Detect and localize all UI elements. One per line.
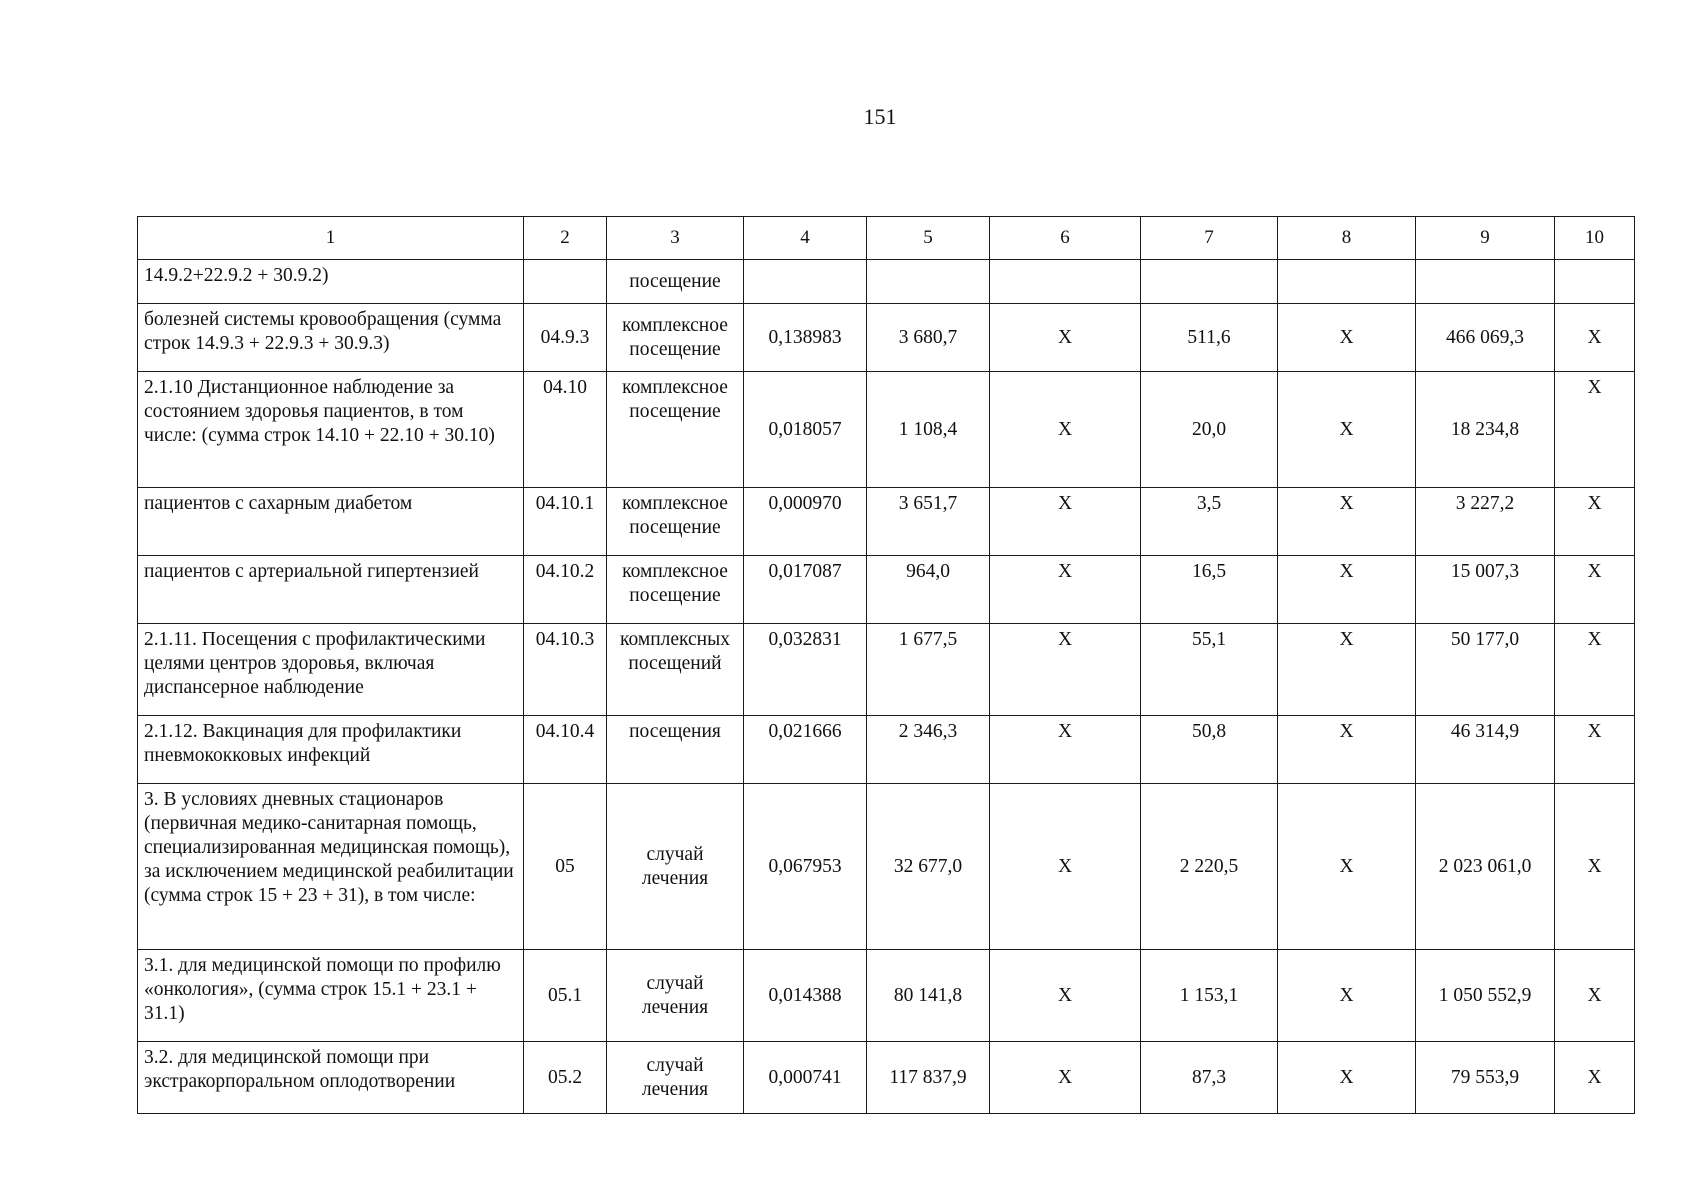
row-code: 04.10.4 [524,716,607,784]
cell-col7: 87,3 [1141,1042,1278,1114]
cell-col8: X [1278,624,1416,716]
cell-col10 [1555,260,1635,304]
cell-col4: 0,021666 [744,716,867,784]
table-row [138,784,1635,950]
table-row [138,1042,1635,1114]
header-row [138,217,1635,260]
cell-col10: X [1555,372,1635,488]
table-row [138,260,1635,304]
cell-col5: 80 141,8 [867,950,990,1042]
cell-col8: X [1278,950,1416,1042]
row-unit: посещения [607,716,744,784]
cell-col8: X [1278,488,1416,556]
cell-col6: X [990,624,1141,716]
row-code: 05 [524,784,607,950]
cell-col5: 3 651,7 [867,488,990,556]
cell-col7: 55,1 [1141,624,1278,716]
cell-col4 [744,260,867,304]
row-name: 2.1.10 Дистанционное наблюдение за состоянием здоровья пациентов, в том числе: (сумма строк 14.10 + 22.10 + 30.10) [138,372,524,488]
header-cell: 4 [744,217,867,260]
table-row [138,372,1635,488]
table-row [138,716,1635,784]
cell-col5: 964,0 [867,556,990,624]
cell-col6: X [990,784,1141,950]
row-unit: случай лечения [607,950,744,1042]
cell-col6: X [990,372,1141,488]
cell-col4: 0,000970 [744,488,867,556]
cell-col10: X [1555,1042,1635,1114]
cell-col4: 0,014388 [744,950,867,1042]
cell-col4: 0,032831 [744,624,867,716]
row-name: болезней системы кровообращения (сумма строк 14.9.3 + 22.9.3 + 30.9.3) [138,304,524,372]
cell-col6: X [990,304,1141,372]
row-unit: случай лечения [607,1042,744,1114]
row-code: 04.9.3 [524,304,607,372]
cell-col7: 20,0 [1141,372,1278,488]
row-unit: посещение [607,260,744,304]
cell-col4: 0,017087 [744,556,867,624]
cell-col4: 0,018057 [744,372,867,488]
header-cell: 8 [1278,217,1416,260]
cell-col7 [1141,260,1278,304]
cell-col9: 466 069,3 [1416,304,1555,372]
cell-col5: 2 346,3 [867,716,990,784]
cell-col5: 1 108,4 [867,372,990,488]
header-cell: 3 [607,217,744,260]
row-code: 05.2 [524,1042,607,1114]
cell-col8 [1278,260,1416,304]
cell-col6 [990,260,1141,304]
cell-col9: 18 234,8 [1416,372,1555,488]
table-row [138,488,1635,556]
cell-col9 [1416,260,1555,304]
header-cell: 2 [524,217,607,260]
cell-col5: 1 677,5 [867,624,990,716]
row-name: пациентов с артериальной гипертензией [138,556,524,624]
header-cell: 6 [990,217,1141,260]
header-cell: 7 [1141,217,1278,260]
cell-col9: 50 177,0 [1416,624,1555,716]
cell-col10: X [1555,784,1635,950]
cell-col4: 0,067953 [744,784,867,950]
cell-col8: X [1278,716,1416,784]
cell-col9: 79 553,9 [1416,1042,1555,1114]
cell-col7: 511,6 [1141,304,1278,372]
table-row [138,624,1635,716]
row-unit: комплексных посещений [607,624,744,716]
data-table [137,216,1635,1114]
cell-col6: X [990,716,1141,784]
row-code: 04.10.1 [524,488,607,556]
cell-col5: 32 677,0 [867,784,990,950]
cell-col6: X [990,488,1141,556]
row-code: 05.1 [524,950,607,1042]
row-name: 2.1.12. Вакцинация для профилактики пневмококковых инфекций [138,716,524,784]
cell-col7: 1 153,1 [1141,950,1278,1042]
cell-col10: X [1555,716,1635,784]
row-name: 3. В условиях дневных стационаров (первичная медико-санитарная помощь, специализированная медицинская помощь), за исключением медицинской реабилитации (сумма строк 15 + 23 + 31), в том числе: [138,784,524,950]
cell-col5 [867,260,990,304]
row-name: 3.1. для медицинской помощи по профилю «онкология», (сумма строк 15.1 + 23.1 + 31.1) [138,950,524,1042]
cell-col7: 16,5 [1141,556,1278,624]
cell-col8: X [1278,372,1416,488]
header-cell: 1 [138,217,524,260]
cell-col4: 0,138983 [744,304,867,372]
cell-col4: 0,000741 [744,1042,867,1114]
row-code [524,260,607,304]
cell-col6: X [990,556,1141,624]
cell-col8: X [1278,556,1416,624]
cell-col6: X [990,1042,1141,1114]
cell-col8: X [1278,1042,1416,1114]
header-cell: 10 [1555,217,1635,260]
cell-col8: X [1278,304,1416,372]
page-number: 151 [863,104,897,129]
cell-col5: 117 837,9 [867,1042,990,1114]
row-unit: комплексное посещение [607,488,744,556]
row-unit: комплексное посещение [607,372,744,488]
row-name: 14.9.2+22.9.2 + 30.9.2) [138,260,524,304]
cell-col7: 50,8 [1141,716,1278,784]
row-name: 3.2. для медицинской помощи при экстракорпоральном оплодотворении [138,1042,524,1114]
cell-col10: X [1555,950,1635,1042]
table-row [138,950,1635,1042]
row-unit: комплексное посещение [607,556,744,624]
cell-col7: 2 220,5 [1141,784,1278,950]
cell-col8: X [1278,784,1416,950]
row-code: 04.10.2 [524,556,607,624]
cell-col9: 46 314,9 [1416,716,1555,784]
header-cell: 5 [867,217,990,260]
row-unit: случай лечения [607,784,744,950]
cell-col5: 3 680,7 [867,304,990,372]
cell-col10: X [1555,556,1635,624]
cell-col9: 15 007,3 [1416,556,1555,624]
cell-col9: 3 227,2 [1416,488,1555,556]
header-cell: 9 [1416,217,1555,260]
row-code: 04.10.3 [524,624,607,716]
cell-col7: 3,5 [1141,488,1278,556]
table-row [138,556,1635,624]
cell-col10: X [1555,304,1635,372]
row-unit: комплексное посещение [607,304,744,372]
cell-col10: X [1555,624,1635,716]
cell-col6: X [990,950,1141,1042]
table-row [138,304,1635,372]
row-name: пациентов с сахарным диабетом [138,488,524,556]
cell-col10: X [1555,488,1635,556]
cell-col9: 1 050 552,9 [1416,950,1555,1042]
row-name: 2.1.11. Посещения с профилактическими целями центров здоровья, включая диспансерное наблюдение [138,624,524,716]
row-code: 04.10 [524,372,607,488]
cell-col9: 2 023 061,0 [1416,784,1555,950]
